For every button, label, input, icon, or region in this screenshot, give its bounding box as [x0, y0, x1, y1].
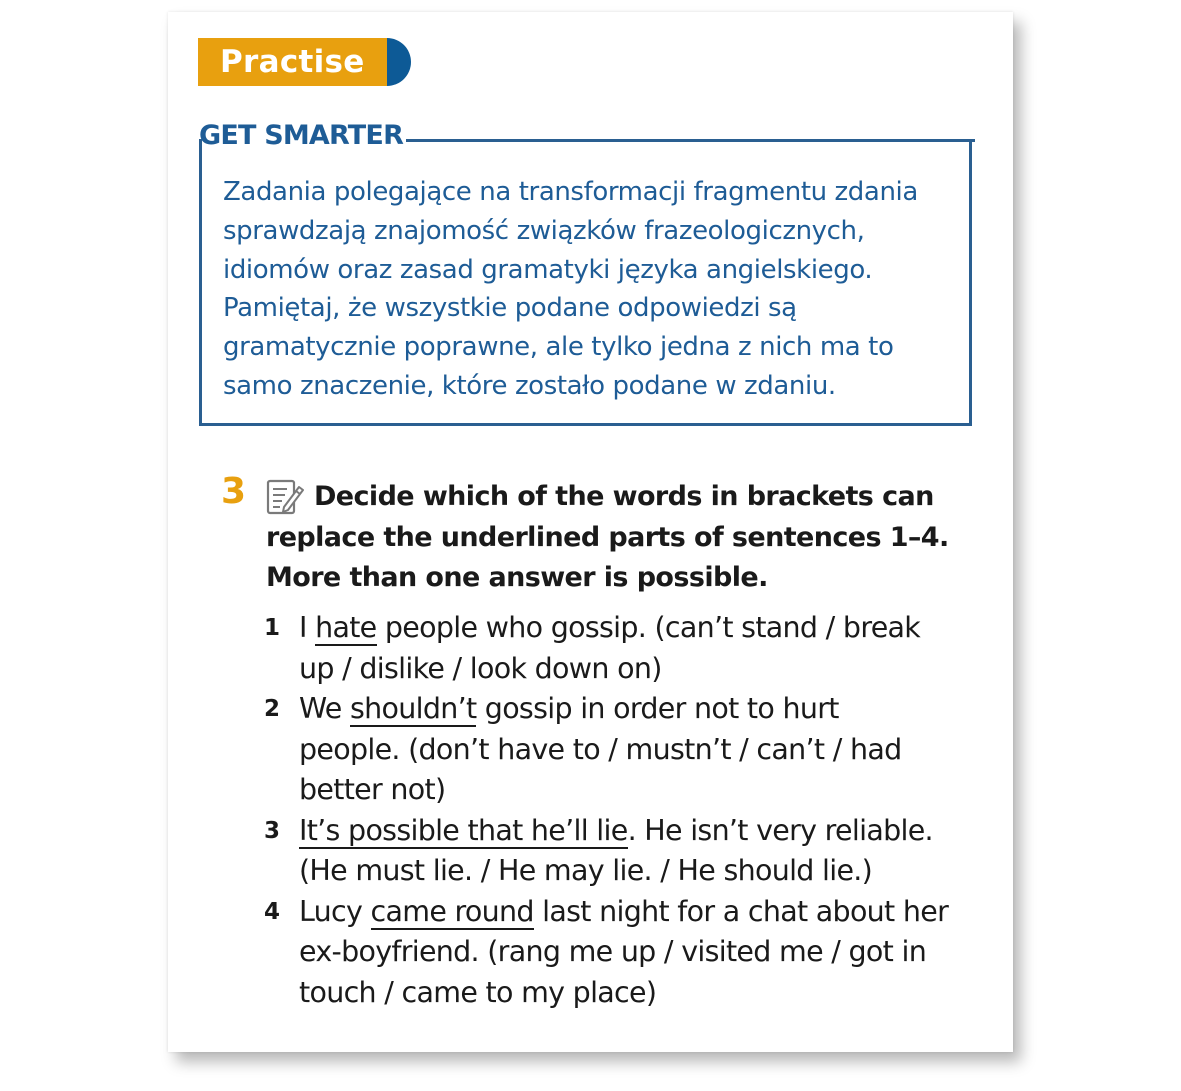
- practise-tab: [198, 38, 411, 86]
- item-text-after: people who gossip. (can’t stand / break: [376, 611, 921, 644]
- instruction-line: More than one answer is possible.: [266, 562, 768, 593]
- item-text: [299, 608, 984, 689]
- item-text-before: Lucy: [299, 894, 371, 928]
- exercise-number: 3: [221, 471, 247, 512]
- item-text: [299, 892, 984, 1014]
- exercise-item: [264, 689, 984, 811]
- item-line: people. (don’t have to / mustn’t / can’t / had: [299, 732, 902, 766]
- item-line: (He must lie. / He may lie. / He should lie.): [299, 854, 873, 887]
- get-smarter-top-rule: [406, 139, 975, 142]
- item-text: [299, 811, 984, 892]
- item-text-before: I: [299, 611, 316, 644]
- item-text-before: We: [299, 692, 351, 725]
- underlined-phrase: hate: [315, 611, 377, 644]
- item-line: touch / came to my place): [299, 975, 657, 1009]
- get-smarter-title: GET SMARTER: [199, 120, 404, 151]
- underlined-phrase: shouldn’t: [350, 692, 477, 725]
- instruction-line: replace the underlined parts of sentences 1–4.: [266, 521, 949, 553]
- item-text-after: gossip in order not to hurt: [476, 692, 839, 725]
- item-number: 1: [264, 615, 281, 641]
- item-number: 4: [264, 898, 281, 925]
- underlined-phrase: came round: [370, 894, 534, 928]
- item-line: ex-boyfriend. (rang me up / visited me / got in: [299, 935, 927, 968]
- item-text-after: last night for a chat about her: [533, 894, 949, 928]
- item-line: [299, 811, 984, 852]
- instruction-line: Decide which of the words in brackets can: [314, 481, 934, 512]
- item-line: [299, 892, 984, 933]
- get-smarter-text: [223, 173, 953, 406]
- item-text-after: . He isn’t very reliable.: [627, 813, 933, 847]
- get-smarter-line: gramatycznie poprawne, ale tylko jedna z nich ma to: [223, 332, 894, 363]
- exercise-item: [264, 608, 984, 689]
- item-number: 3: [264, 817, 281, 844]
- textbook-page: [168, 12, 1013, 1052]
- get-smarter-line: Zadania polegające na transformacji fragmentu zdania: [223, 177, 918, 207]
- item-line: [299, 608, 984, 649]
- get-smarter-line: samo znaczenie, które zostało podane w zdaniu.: [223, 370, 836, 401]
- exercise-item: [264, 892, 984, 1014]
- practise-tab-cap: [387, 38, 411, 86]
- practise-label: Practise: [198, 38, 387, 86]
- item-text: [299, 689, 984, 811]
- exercise-instruction: [266, 477, 966, 599]
- exercise-items: [264, 608, 984, 1013]
- get-smarter-line: sprawdzają znajomość związków frazeologicznych,: [223, 215, 865, 246]
- item-line: better not): [299, 773, 446, 806]
- item-line: up / dislike / look down on): [299, 651, 662, 685]
- get-smarter-line: Pamiętaj, że wszystkie podane odpowiedzi są: [223, 293, 797, 324]
- underlined-phrase: It’s possible that he’ll lie: [299, 813, 628, 847]
- item-line: [299, 689, 984, 730]
- exercise-item: [264, 811, 984, 892]
- get-smarter-line: idiomów oraz zasad gramatyki języka angielskiego.: [223, 254, 873, 285]
- item-number: 2: [264, 696, 281, 722]
